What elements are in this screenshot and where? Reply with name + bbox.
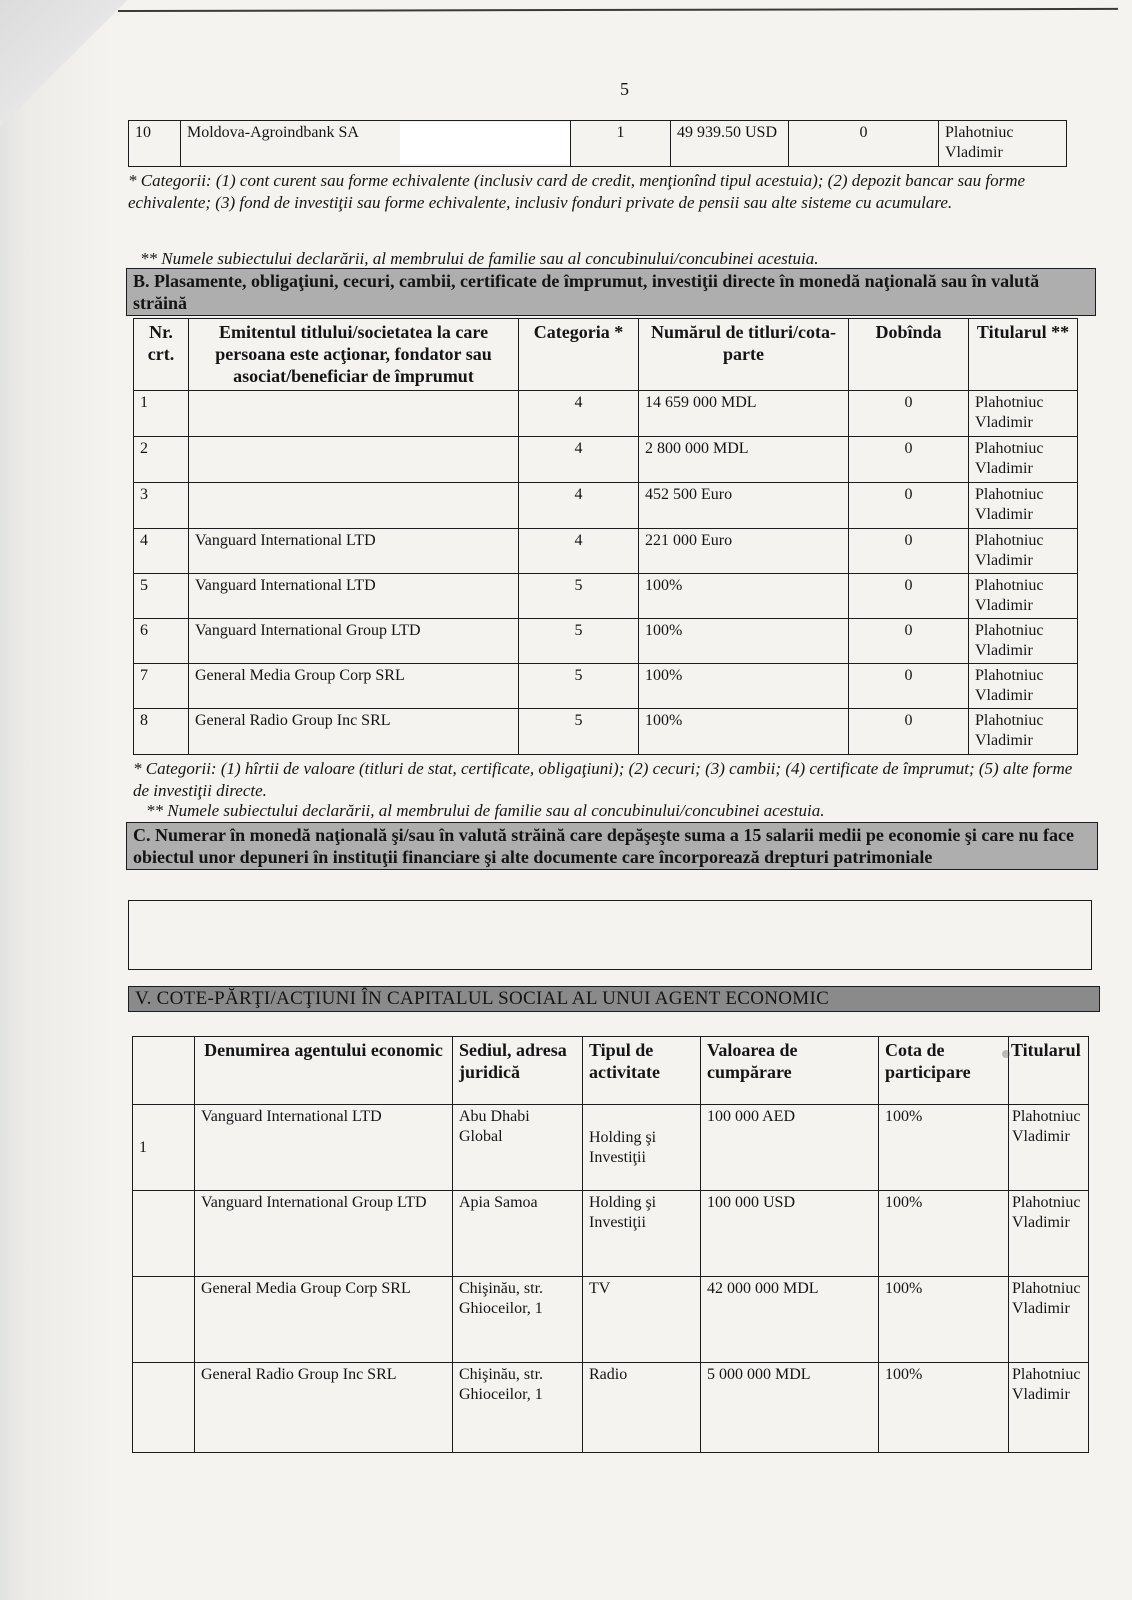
- header-issuer: Emitentul titlului/societatea la care persoana este acţionar, fondator sau asociat/beneficiar de împrumut: [189, 319, 519, 391]
- table-row: [133, 1191, 1089, 1277]
- table-header-row: [134, 319, 1078, 391]
- cell-value: 100 000 AED: [701, 1105, 879, 1191]
- cell-category: 4: [519, 529, 639, 574]
- cell-holder: Plahotniuc Vladimir: [1009, 1191, 1089, 1277]
- cell-activity: TV: [583, 1277, 701, 1363]
- section-v-title: V. COTE-PĂRŢI/ACŢIUNI ÎN CAPITALUL SOCIAL AL UNUI AGENT ECONOMIC: [128, 986, 1100, 1012]
- section-a-names-note: ** Numele subiectului declarării, al membrului de familie sau al concubinului/concubinei acestuia.: [140, 249, 819, 268]
- cell-interest: 0: [849, 574, 969, 619]
- cell-nr: 3: [134, 483, 189, 529]
- cell-interest: 0: [849, 664, 969, 709]
- cell-count: 221 000 Euro: [639, 529, 849, 574]
- cell-activity: Radio: [583, 1363, 701, 1453]
- cell-count: 14 659 000 MDL: [639, 391, 849, 437]
- cell-interest: 0: [789, 121, 939, 167]
- cell-name: Vanguard International Group LTD: [195, 1191, 453, 1277]
- cell-category: 4: [519, 391, 639, 437]
- cell-nr: [133, 1363, 195, 1453]
- header-value: Valoarea de cumpărare: [701, 1037, 879, 1105]
- cell-issuer: Vanguard International LTD: [189, 529, 519, 574]
- cell-issuer: General Radio Group Inc SRL: [189, 709, 519, 755]
- table-row: [133, 1105, 1089, 1191]
- cell-count: 100%: [639, 574, 849, 619]
- cell-share: 100%: [879, 1363, 1009, 1453]
- scan-smudge: [1002, 1050, 1010, 1058]
- cell-nr: 5: [134, 574, 189, 619]
- cell-nr: 4: [134, 529, 189, 574]
- header-holder: Titularul: [1009, 1037, 1089, 1105]
- cell-seat: Apia Samoa: [453, 1191, 583, 1277]
- scan-shadow: [0, 0, 120, 1600]
- cell-interest: 0: [849, 391, 969, 437]
- table-row: [133, 1277, 1089, 1363]
- header-interest: Dobînda: [849, 319, 969, 391]
- cell-count: 100%: [639, 664, 849, 709]
- table-row: [134, 664, 1078, 709]
- page-fold: [0, 0, 130, 150]
- cell-name: General Media Group Corp SRL: [195, 1277, 453, 1363]
- cell-holder: Plahotniuc Vladimir: [969, 709, 1078, 755]
- cell-issuer: Vanguard International Group LTD: [189, 619, 519, 664]
- cell-value: 5 000 000 MDL: [701, 1363, 879, 1453]
- cell-holder: Plahotniuc Vladimir: [939, 121, 1067, 167]
- section-b-categories-note: * Categorii: (1) hîrtii de valoare (titluri de stat, certificate, obligaţiuni); (2) cecuri; (3) cambii; (4) certificate de împrumut; (5) alte forme de investiţii directe.: [133, 759, 1073, 800]
- header-share: Cota de participare: [879, 1037, 1009, 1105]
- section-a-table: [128, 120, 1067, 167]
- cell-issuer: [189, 437, 519, 483]
- cell-issuer: Vanguard International LTD: [189, 574, 519, 619]
- cell-value: 42 000 000 MDL: [701, 1277, 879, 1363]
- cell-interest: 0: [849, 437, 969, 483]
- table-row: [134, 437, 1078, 483]
- table-row: [134, 529, 1078, 574]
- cell-category: 4: [519, 483, 639, 529]
- cell-interest: 0: [849, 483, 969, 529]
- cell-holder: Plahotniuc Vladimir: [969, 483, 1078, 529]
- cell-nr: 2: [134, 437, 189, 483]
- cell-issuer: [189, 391, 519, 437]
- cell-name: Vanguard International LTD: [195, 1105, 453, 1191]
- section-c-title: C. Numerar în monedă naţională şi/sau în valută străină care depăşeşte suma a 15 salarii medii pe economie şi care nu face obiectul unor depuneri în instituţii financiare şi alte documente care încorporează drepturi patrimoniale: [126, 822, 1098, 870]
- cell-value: 100 000 USD: [701, 1191, 879, 1277]
- cell-share: 100%: [879, 1277, 1009, 1363]
- header-holder: Titularul **: [969, 319, 1078, 391]
- cell-seat: Chişinău, str. Ghioceilor, 1: [453, 1277, 583, 1363]
- cell-seat: Abu Dhabi Global: [453, 1105, 583, 1191]
- cell-amount: 49 939.50 USD: [671, 121, 789, 167]
- cell-nr: 1: [133, 1105, 195, 1191]
- section-b-table: [133, 318, 1078, 755]
- cell-nr: 8: [134, 709, 189, 755]
- cell-share: 100%: [879, 1105, 1009, 1191]
- cell-holder: Plahotniuc Vladimir: [969, 437, 1078, 483]
- cell-name: General Radio Group Inc SRL: [195, 1363, 453, 1453]
- cell-count: 2 800 000 MDL: [639, 437, 849, 483]
- table-row: [129, 121, 1067, 167]
- table-row: [134, 483, 1078, 529]
- header-nr: [133, 1037, 195, 1105]
- header-nr: Nr. crt.: [134, 319, 189, 391]
- table-row: [134, 709, 1078, 755]
- section-v-table: [132, 1036, 1089, 1453]
- table-row: [134, 391, 1078, 437]
- section-b-title: B. Plasamente, obligaţiuni, cecuri, cambii, certificate de împrumut, investiţii directe în monedă naţională sau în valută străină: [126, 268, 1096, 316]
- cell-holder: Plahotniuc Vladimir: [969, 529, 1078, 574]
- header-activity: Tipul de activitate: [583, 1037, 701, 1105]
- table-header-row: [133, 1037, 1089, 1105]
- cell-category: 5: [519, 574, 639, 619]
- header-category: Categoria *: [519, 319, 639, 391]
- cell-count: 100%: [639, 709, 849, 755]
- cell-nr: [133, 1277, 195, 1363]
- cell-holder: Plahotniuc Vladimir: [1009, 1277, 1089, 1363]
- section-a-categories-note: * Categorii: (1) cont curent sau forme echivalente (inclusiv card de credit, menţionînd tipul acestuia); (2) depozit bancar sau forme echivalente; (3) fond de investiţii sau forme echivalente, inclusiv fonduri private de pensii sau alte sisteme cu acumulare.: [128, 171, 1026, 212]
- cell-nr: [133, 1191, 195, 1277]
- table-row: [133, 1363, 1089, 1453]
- section-c-empty-box: [128, 900, 1092, 970]
- cell-category: 5: [519, 664, 639, 709]
- cell-holder: Plahotniuc Vladimir: [1009, 1105, 1089, 1191]
- cell-count: 452 500 Euro: [639, 483, 849, 529]
- cell-issuer: General Media Group Corp SRL: [189, 664, 519, 709]
- cell-category: 1: [571, 121, 671, 167]
- cell-count: 100%: [639, 619, 849, 664]
- cell-holder: Plahotniuc Vladimir: [1009, 1363, 1089, 1453]
- cell-issuer: [189, 483, 519, 529]
- table-row: [134, 574, 1078, 619]
- cell-interest: 0: [849, 619, 969, 664]
- redaction-box: [400, 122, 570, 164]
- cell-interest: 0: [849, 709, 969, 755]
- cell-holder: Plahotniuc Vladimir: [969, 574, 1078, 619]
- cell-institution: Moldova-Agroindbank SA: [181, 121, 571, 167]
- cell-activity: Holding şi Investiţii: [583, 1105, 701, 1191]
- cell-nr: 7: [134, 664, 189, 709]
- header-name: Denumirea agentului economic: [195, 1037, 453, 1105]
- cell-category: 4: [519, 437, 639, 483]
- cell-interest: 0: [849, 529, 969, 574]
- cell-nr: 10: [129, 121, 181, 167]
- cell-holder: Plahotniuc Vladimir: [969, 391, 1078, 437]
- cell-category: 5: [519, 619, 639, 664]
- page-number: 5: [620, 79, 629, 99]
- cell-nr: 6: [134, 619, 189, 664]
- table-row: [134, 619, 1078, 664]
- section-b-names-note: ** Numele subiectului declarării, al membrului de familie sau al concubinului/concubinei acestuia.: [146, 801, 825, 820]
- header-count: Numărul de titluri/cota-parte: [639, 319, 849, 391]
- cell-share: 100%: [879, 1191, 1009, 1277]
- cell-nr: 1: [134, 391, 189, 437]
- cell-holder: Plahotniuc Vladimir: [969, 619, 1078, 664]
- cell-activity: Holding şi Investiţii: [583, 1191, 701, 1277]
- cell-holder: Plahotniuc Vladimir: [969, 664, 1078, 709]
- header-seat: Sediul, adresa juridică: [453, 1037, 583, 1105]
- cell-seat: Chişinău, str. Ghioceilor, 1: [453, 1363, 583, 1453]
- cell-category: 5: [519, 709, 639, 755]
